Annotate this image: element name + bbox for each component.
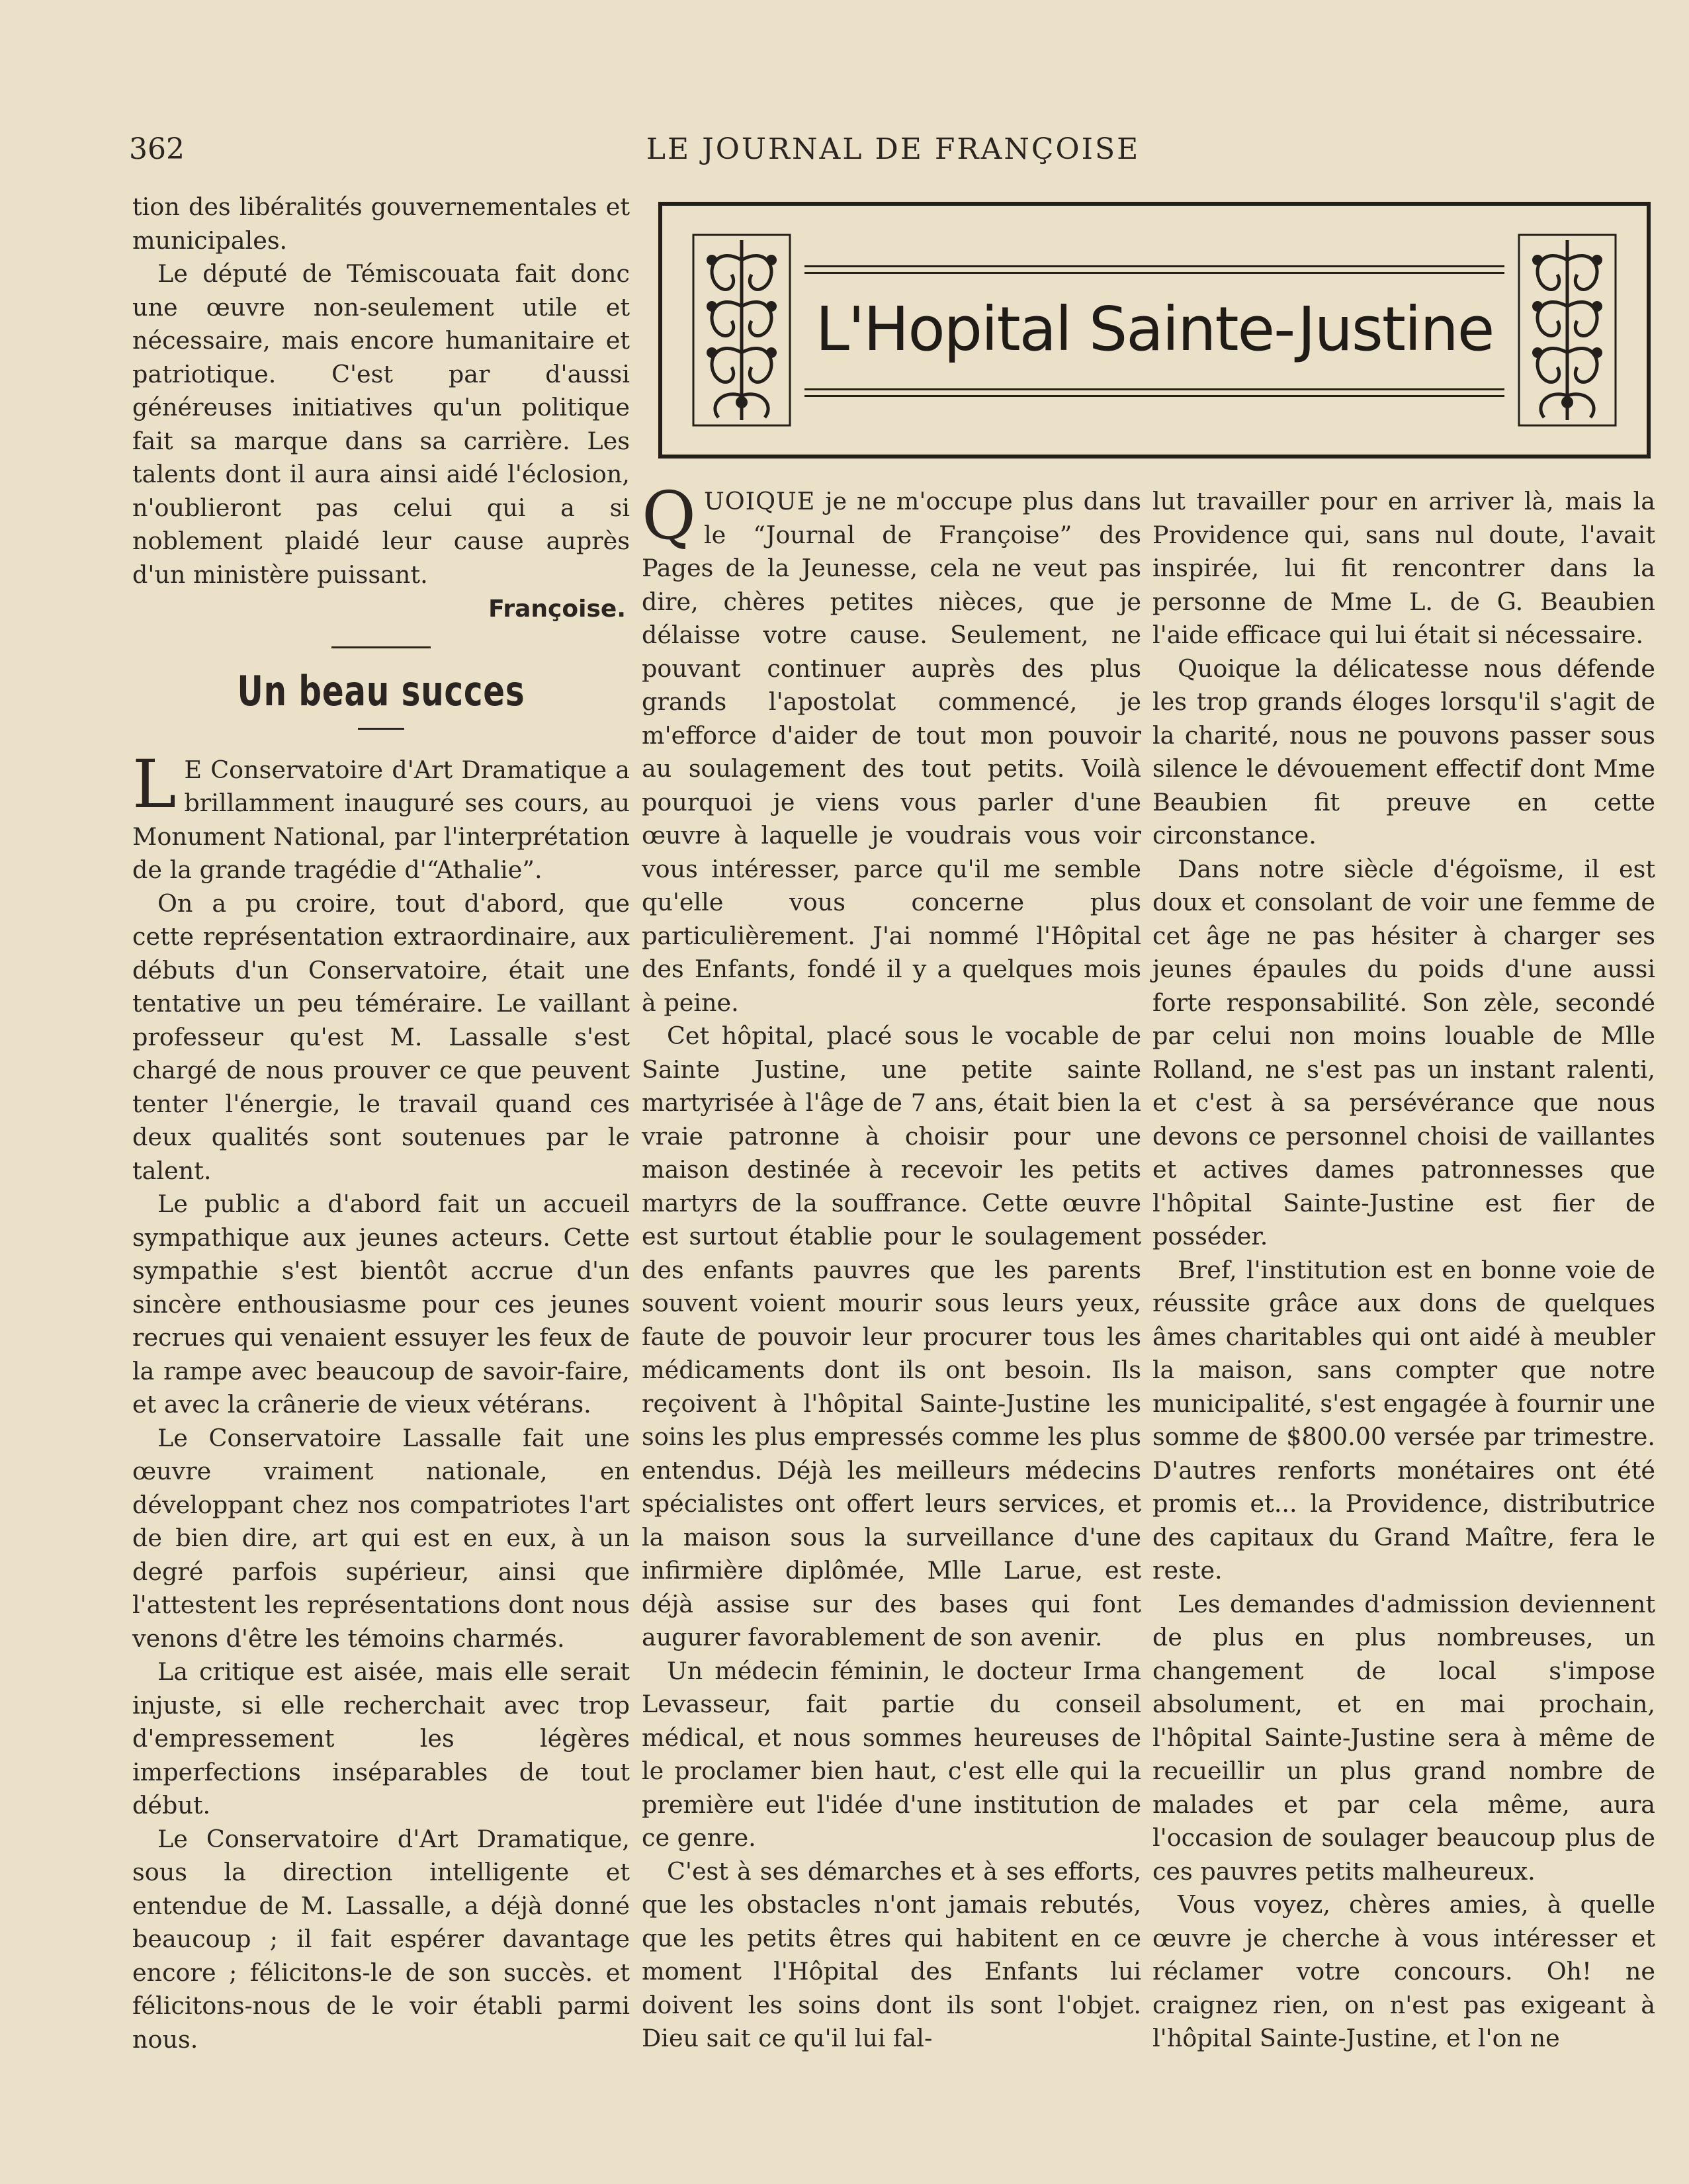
paragraph: On a pu croire, tout d'abord, que cette représentation extraordinaire, aux débuts d'un Conservatoire, était une tentative un peu téméraire. Le vaillant professeur qu'est M. Lassalle s'est chargé de nous prouver ce que peuvent tenter l'énergie, le travail quand ces deux qualités sont soutenues par le talent. bbox=[132, 889, 630, 1185]
paragraph: tion des libéralités gouvernementales et municipales. bbox=[132, 193, 630, 255]
banner-inner bbox=[692, 234, 1617, 427]
dropcap: Q bbox=[642, 477, 696, 554]
paragraph: Le député de Témiscouata fait donc une œuvre non-seulement utile et nécessaire, mais encore humanitaire et patriotique. C'est par d'aussi généreuses initiatives qu'un politique fait sa marque dans sa carrière. Les talents dont il aura ainsi aidé l'éclosion, n'oublieront pas celui qui a si noblement plaidé leur cause auprès d'un ministère puissant. bbox=[132, 259, 630, 589]
floral-ornament-icon bbox=[1518, 234, 1617, 427]
column-left bbox=[132, 191, 630, 2056]
column-middle bbox=[642, 477, 1141, 2056]
paragraph: lut travailler pour en arriver là, mais la Providence qui, sans nul doute, l'avait inspirée, lui fit rencontrer dans la personne de Mme L. de G. Beaubien l'aide efficace qui lui était si nécessaire. bbox=[1152, 487, 1655, 649]
paragraph: Dans notre siècle d'égoïsme, il est doux et consolant de voir une femme de cet âge ne pas hésiter à charger ses jeunes épaules du poids d'une aussi forte responsabilité. Son zèle, secondé par celui non moins louable de Mlle Rolland, ne s'est pas un instant ralenti, et c'est à sa persévérance que nous devons ce personnel choisi de vaillantes et actives dames patronnesses que l'hôpital Sainte-Justine est fier de posséder. bbox=[1152, 854, 1655, 1250]
column-right bbox=[1152, 485, 1655, 2056]
running-head bbox=[129, 132, 1657, 172]
paragraph: Bref, l'institution est en bonne voie de réussite grâce aux dons de quelques âmes charitables qui ont aidé à meubler la maison, sans compter que notre municipalité, s'est engagée à fournir une somme de $800.00 versée par trimestre. D'autres renforts monétaires ont été promis et... la Providence, distributrice des capitaux du Grand Maître, fera le reste. bbox=[1152, 1255, 1655, 1585]
signature: Françoise. bbox=[488, 595, 626, 623]
paragraph: Les demandes d'admission deviennent de plus en plus nombreuses, un changement de local s'impose absolument, et en mai prochain, l'hôpital Sainte-Justine sera à même de recueillir un plus grand nombre de malades et par cela même, aura l'occasion de soulager beaucoup plus de ces pauvres petits malheureux. bbox=[1152, 1589, 1655, 1886]
paragraph: Le Conservatoire Lassalle fait une œuvre vraiment nationale, en développant chez nos compatriotes l'art de bien dire, art qui est en eux, à un degré parfois supérieur, ainsi que l'attestent les représentations dont nous venons d'être les témoins charmés. bbox=[132, 1423, 630, 1653]
paragraph: C'est à ses démarches et à ses efforts, que les obstacles n'ont jamais rebutés, que les petits êtres qui habitent en ce moment l'Hôpital des Enfants lui doivent les soins dont ils sont l'objet. Dieu sait ce qu'il lui fal- bbox=[642, 1856, 1141, 2052]
paragraph: Cet hôpital, placé sous le vocable de Sainte Justine, une petite sainte martyrisée à l'âge de 7 ans, était bien la vraie patronne à choisir pour une maison destinée à recevoir les petits martyrs de la souffrance. Cette œuvre est surtout établie pour le soulagement des enfants pauvres que les parents souvent voient mourir sous leurs yeux, faute de pouvoir leur procurer tous les médicaments dont ils ont besoin. Ils reçoivent à l'hôpital Sainte-Justine les soins les plus empressés comme les plus entendus. Déjà les meilleurs médecins spécialistes ont offert leurs services, et la maison sous la surveillance d'une infirmière diplômée, Mlle Larue, est déjà assise sur des bases qui font augurer favorablement de son avenir. bbox=[642, 1022, 1141, 1651]
journal-title: LE JOURNAL DE FRANÇOISE bbox=[646, 132, 1141, 166]
paragraph: Vous voyez, chères amies, à quelle œuvre je cherche à vous intéresser et réclamer votre concours. Oh! ne craignez rien, on n'est pas exigeant à l'hôpital Sainte-Justine, et l'on ne bbox=[1152, 1890, 1655, 2052]
paragraph: Le Conservatoire d'Art Dramatique, sous la direction intelligente et entendue de M. Lassalle, a déjà donné beaucoup ; il fait espérer davantage encore ; félicitons-le de son succès. et félicitons-nous de le voir établi parmi nous. bbox=[132, 1824, 630, 2054]
page-number: 362 bbox=[129, 132, 185, 166]
paragraph: Un médecin féminin, le docteur Irma Levasseur, fait partie du conseil médical, et nous sommes heureuses de le proclamer bien haut, c'est elle qui la première eut l'idée d'une institution de ce genre. bbox=[642, 1656, 1141, 1852]
banner-rule bbox=[804, 395, 1504, 397]
dropcap: L bbox=[132, 745, 177, 823]
banner-rule bbox=[804, 265, 1504, 267]
lead-paragraph bbox=[132, 745, 630, 887]
divider bbox=[331, 646, 431, 648]
article-banner bbox=[658, 202, 1651, 459]
divider bbox=[358, 728, 404, 730]
lead-text: E Conservatoire d'Art Dramatique a brillamment inauguré ses cours, au Monument National, par l'interprétation de la grande tragédie d'“Athalie”. bbox=[132, 755, 630, 884]
banner-rule bbox=[804, 272, 1504, 274]
article-title: Un beau succes bbox=[237, 666, 525, 715]
paragraph: La critique est aisée, mais elle serait injuste, si elle recherchait avec trop d'empressement les légères imperfections inséparables de tout début. bbox=[132, 1657, 630, 1819]
paragraph: Le public a d'abord fait un accueil sympathique aux jeunes acteurs. Cette sympathie s'est bientôt accrue d'un sincère enthousiasme pour ces jeunes recrues qui venaient essuyer les feux de la rampe avec beaucoup de savoir-faire, et avec la crânerie de vieux vétérans. bbox=[132, 1190, 630, 1419]
floral-ornament-icon bbox=[692, 234, 791, 427]
paragraph: Quoique la délicatesse nous défende les trop grands éloges lorsqu'il s'agit de la charité, nous ne pouvons passer sous silence le dévouement effectif dont Mme Beaubien fit preuve en cette circonstance. bbox=[1152, 654, 1655, 850]
banner-rule bbox=[804, 388, 1504, 390]
lead-paragraph bbox=[642, 477, 1141, 1020]
lead-text: je ne m'occupe plus dans le “Journal de Françoise” des Pages de la Jeunesse, cela ne veut pas dire, chères petites nièces, que je délaisse votre cause. Seulement, ne pouvant continuer auprès des plus grands l'apostolat commencé, je m'efforce d'aider de tout mon pouvoir au soulagement des tout petits. Voilà pourquoi je viens vous parler d'une œuvre à laquelle je voudrais vous voir vous intéresser, parce qu'il me semble qu'elle vous concerne plus particulièrement. J'ai nommé l'Hôpital des Enfants, fondé il y a quelques mois à peine. bbox=[642, 487, 1141, 1017]
first-word: UOIQUE bbox=[703, 487, 816, 515]
banner-title: L'Hopital Sainte-Justine bbox=[815, 294, 1494, 365]
